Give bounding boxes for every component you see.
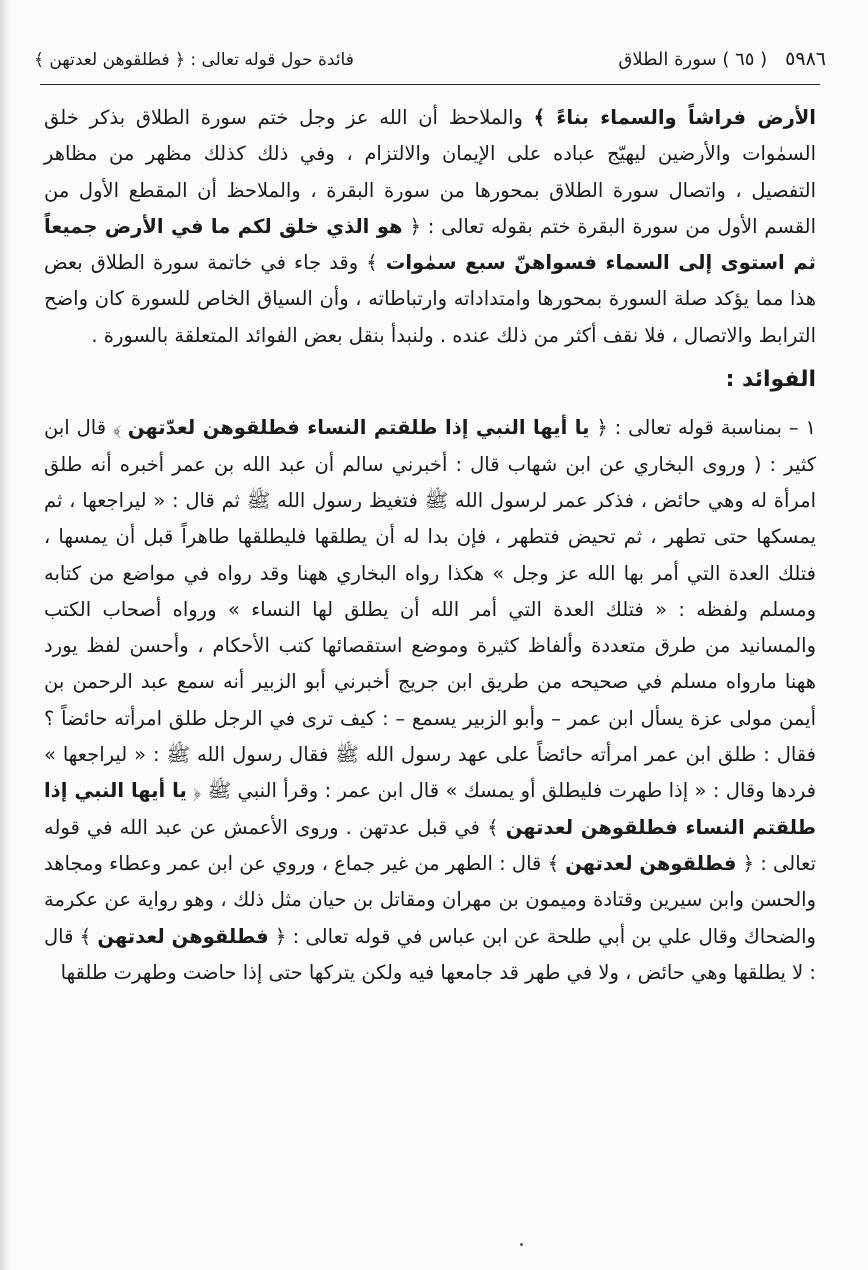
surah-title: ( ٦٥ ) سورة الطلاق — [618, 48, 768, 70]
body-text: ﴾ قال : الطهر من غير جماع ، وروي عن ابن عمر وعطاء ومجاهد والحسن وابن سيرين وقتادة وميمون بن مهران ومقاتل بن حيان مثل ذلك ، وهو رواية عن عكرمة والضحاك وقال علي بن أبي طلحة عن ابن عباس في قوله تعالى : ﴿ — [44, 851, 816, 948]
page-body — [44, 100, 816, 1210]
quran-quote: يا أيها النبي إذا طلقتم النساء فطلقوهن لعدتهن — [44, 779, 816, 839]
section-heading: الفوائد : — [725, 367, 816, 393]
benefit-paragraph — [44, 410, 816, 991]
running-title: فائدة حول قوله تعالى : ﴿ فطلقوهن لعدتهن ﴾ — [34, 49, 354, 70]
scan-edge-shadow — [0, 0, 10, 1270]
quran-quote: الأرض فراشاً والسماء بناءً ﴾ — [533, 106, 816, 129]
quran-quote: هو الذي خلق لكم ما في الأرض جميعاً ثم استوى إلى السماء فسواهنّ سبع سمٰوات — [44, 214, 816, 275]
footer-dot — [520, 1243, 523, 1246]
body-text: ﴾ قال : لا يطلقها وهي حائض ، ولا في طهر قد جامعها فيه ولكن يتركها حتى إذا حاضت وطهرت طلقها — [44, 924, 816, 984]
intro-paragraph — [44, 100, 816, 354]
body-text: ﴾ في قبل عدتهن . وروى الأعمش عن عبد الله في قوله تعالى : ﴿ — [44, 815, 816, 875]
quran-quote: يا أيها النبي إذا طلقتم النساء فطلقوهن لعدّتهن — [127, 416, 590, 440]
body-text: والملاحظ أن الله عز وجل ختم سورة الطلاق بذكر خلق السمٰوات والأرضين ليهيّج عباده على الإيمان والالتزام ، وفي ذلك كذلك مظهر من مظاهر التفصيل ، واتصال سورة الطلاق بمحورها من سورة البقرة ، والملاحظ أن المقطع الأول من القسم الأول من سورة البقرة ختم بقوله تعالى : ﴿ — [44, 106, 816, 238]
body-text: ﴾ وقد جاء في خاتمة سورة الطلاق بعض هذا مما يؤكد صلة السورة بمحورها وامتداداته وارتباطاته ، وأن السياق الخاص للسورة كان واضح الترابط والاتصال ، فلا نقف أكثر من ذلك عنده . ولنبدأ بنقل بعض الفوائد المتعلقة بالسورة . — [44, 251, 816, 347]
quran-quote: فطلقوهن لعدتهن — [97, 924, 269, 948]
body-text: ﴾ قال ابن كثير : ( وروى البخاري عن ابن شهاب قال : أخبرني سالم أن عبد الله بن عمر أخبره أنه طلق امرأة له وهي حائض ، فذكر عمر لرسول الله ﷺ فتغيظ رسول الله ﷺ ثم قال : « ليراجعها ، ثم يمسكها حتى تطهر ، ثم تحيض فتطهر ، فإن بدا له أن يطلقها فليطلقها طاهراً قبل أن يمسها ، فتلك العدة التي أمر بها الله عز وجل » هكذا رواه البخاري ههنا وقد رواه في مواضع من كتابه ومسلم ولفظه : « فتلك العدة التي أمر الله أن يطلق لها النساء » ورواه أصحاب الكتب والمسانيد من طرق متعددة وألفاظ كثيرة وموضع استقصائها كتب الأحكام ، وأحسن لفظ يورد ههنا مارواه مسلم في صحيحه من طريق ابن جريج أخبرني أبو الزبير أنه سمع عبد الرحمن بن أيمن مولى عزة يسأل ابن عمر – وأبو الزبير يسمع – : كيف ترى في الرجل طلق امرأته حائضاً ؟ فقال : طلق ابن عمر امرأته حائضاً على عهد رسول الله ﷺ فقال رسول الله ﷺ : « ليراجعها » فردها وقال : « إذا طهرت فليطلق أو يمسك » قال ابن عمر : وقرأ النبي ﷺ ﴿ — [44, 416, 817, 803]
quran-quote: فطلقوهن لعدتهن — [565, 851, 737, 875]
body-text: ١ – بمناسبة قوله تعالى : ﴿ — [589, 416, 817, 440]
page-header — [34, 38, 826, 80]
page-number: ٥٩٨٦ — [785, 48, 826, 70]
header-rule — [40, 84, 820, 85]
